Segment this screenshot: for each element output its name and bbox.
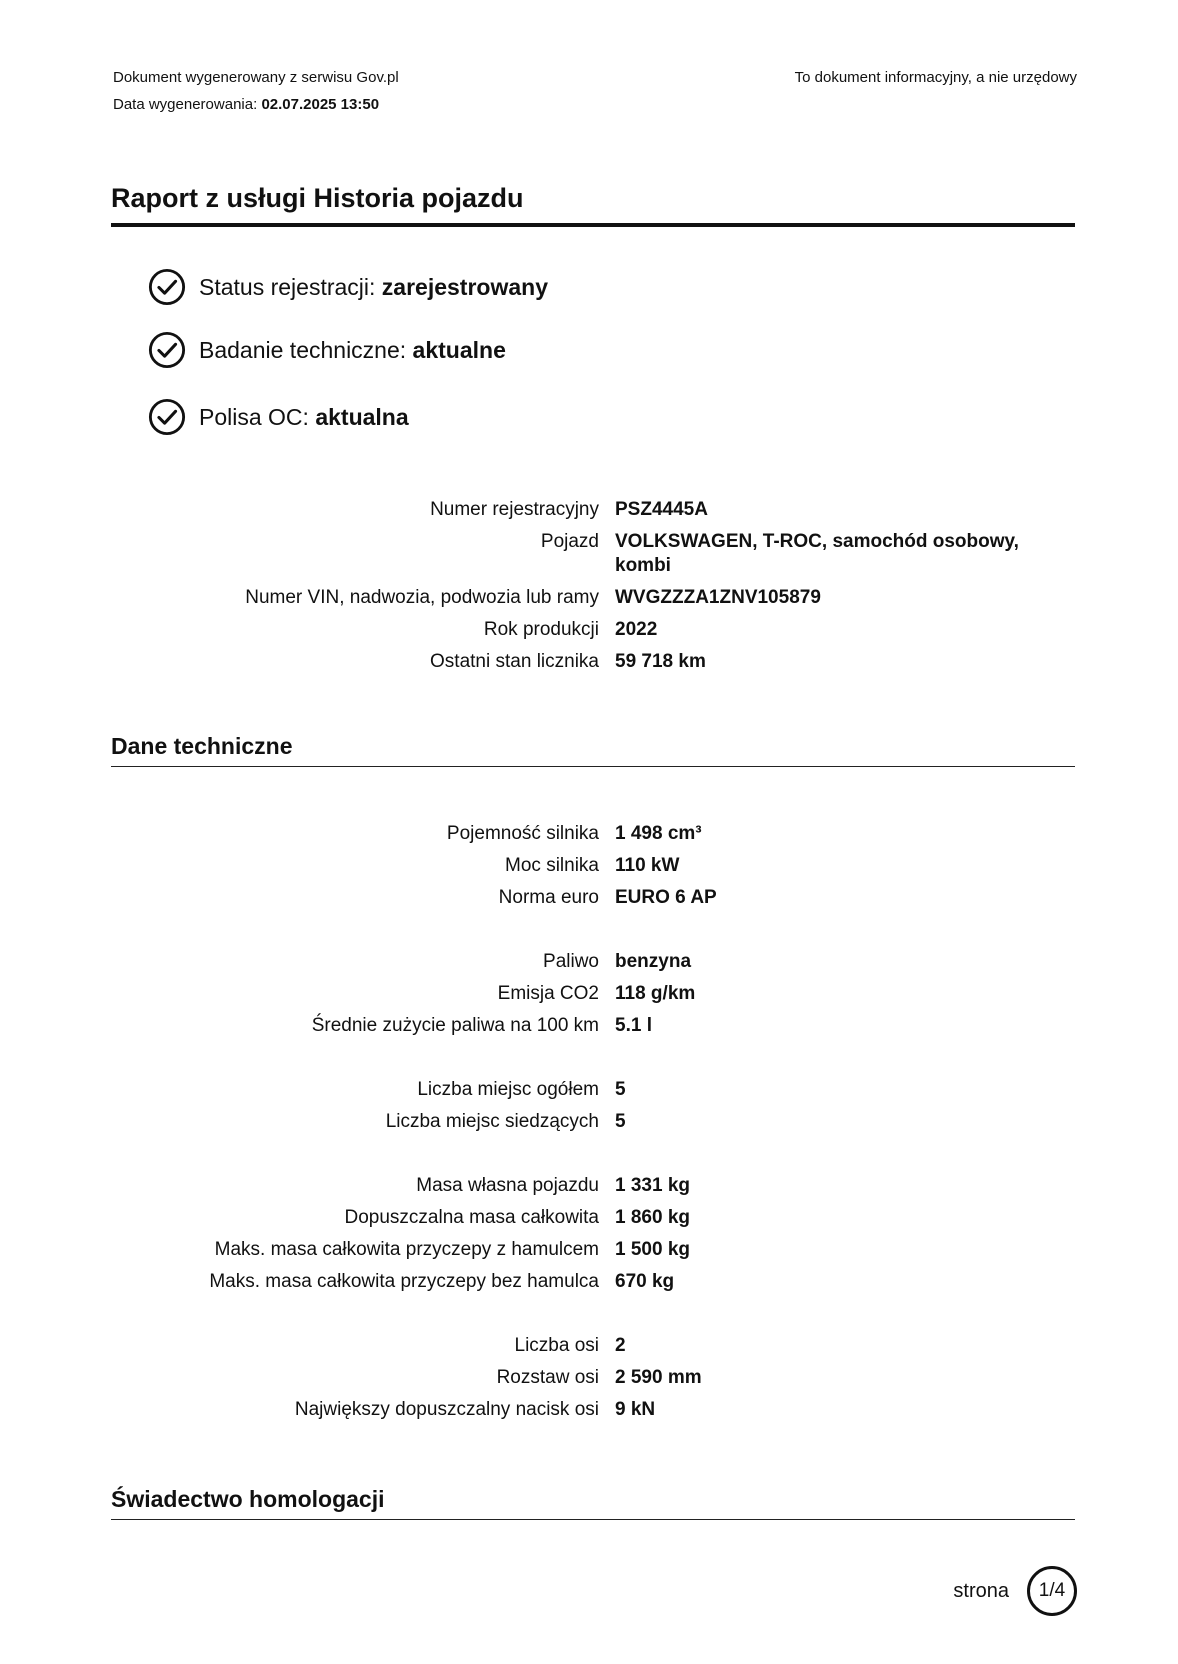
source-text: Dokument wygenerowany z serwisu Gov.pl	[113, 69, 399, 86]
tech-row	[0, 1334, 1178, 1366]
tech-value: 5	[615, 1111, 626, 1132]
generated-date	[113, 91, 399, 118]
info-value: VOLKSWAGEN, T-ROC, samochód osobowy, kombi	[615, 531, 1019, 576]
tech-label: Masa własna pojazdu	[416, 1175, 599, 1196]
tech-row	[0, 1078, 1178, 1110]
info-value: WVGZZZA1ZNV105879	[615, 587, 821, 608]
section-divider	[111, 766, 1075, 767]
status-registration	[148, 266, 548, 308]
status-inspection	[148, 329, 506, 371]
status-value: aktualna	[315, 403, 409, 430]
tech-label: Największy dopuszczalny nacisk osi	[294, 1399, 599, 1420]
tech-row	[0, 1270, 1178, 1302]
status-label: Badanie techniczne:	[199, 336, 407, 363]
tech-value: 2 590 mm	[615, 1367, 702, 1388]
title-divider	[111, 223, 1075, 227]
info-label: Numer rejestracyjny	[430, 499, 599, 520]
tech-row	[0, 1238, 1178, 1270]
tech-row	[0, 1366, 1178, 1398]
section-title-technical: Dane techniczne	[111, 733, 293, 759]
info-row	[0, 650, 1178, 682]
status-registration-text	[199, 274, 548, 301]
tech-value: 118 g/km	[615, 983, 696, 1004]
tech-value: 1 500 kg	[615, 1239, 690, 1260]
tech-row	[0, 950, 1178, 982]
info-value: PSZ4445A	[615, 499, 708, 520]
page-number-badge: 1/4	[1027, 1566, 1077, 1616]
tech-label: Liczba miejsc ogółem	[417, 1079, 599, 1100]
tech-value: 2	[615, 1335, 626, 1356]
generated-date-value: 02.07.2025 13:50	[261, 96, 380, 113]
tech-row	[0, 982, 1178, 1014]
tech-value: 5.1 l	[615, 1015, 652, 1036]
info-row	[0, 586, 1178, 618]
vehicle-summary	[0, 498, 1178, 682]
tech-label: Moc silnika	[505, 855, 599, 876]
status-value: aktualne	[412, 336, 506, 363]
tech-label: Maks. masa całkowita przyczepy z hamulcem	[214, 1239, 599, 1260]
tech-label: Liczba osi	[514, 1335, 599, 1356]
status-label: Status rejestracji:	[199, 273, 376, 300]
info-label: Ostatni stan licznika	[430, 651, 599, 672]
tech-row	[0, 854, 1178, 886]
tech-label: Dopuszczalna masa całkowita	[344, 1207, 599, 1228]
tech-label: Pojemność silnika	[446, 823, 599, 844]
tech-label: Norma euro	[498, 887, 599, 908]
status-value: zarejestrowany	[381, 273, 548, 300]
status-insurance	[148, 396, 409, 438]
section-title-homologation: Świadectwo homologacji	[111, 1486, 385, 1512]
info-row	[0, 618, 1178, 650]
check-circle-icon	[148, 398, 186, 436]
technical-group-seats	[0, 1078, 1178, 1142]
info-label: Pojazd	[540, 531, 599, 552]
tech-row	[0, 822, 1178, 854]
check-circle-icon	[148, 268, 186, 306]
info-value: 2022	[615, 619, 658, 640]
tech-row	[0, 1206, 1178, 1238]
info-label: Numer VIN, nadwozia, podwozia lub ramy	[245, 587, 599, 608]
tech-value: 1 331 kg	[615, 1175, 690, 1196]
info-value: 59 718 km	[615, 651, 706, 672]
tech-value: 9 kN	[615, 1399, 656, 1420]
disclaimer-text: To dokument informacyjny, a nie urzędowy	[794, 69, 1077, 86]
tech-label: Emisja CO2	[497, 983, 599, 1004]
tech-row	[0, 1174, 1178, 1206]
page-title: Raport z usługi Historia pojazdu	[111, 183, 524, 213]
check-circle-icon	[148, 331, 186, 369]
technical-group-fuel	[0, 950, 1178, 1046]
status-insurance-text	[199, 404, 409, 431]
info-label: Rok produkcji	[483, 619, 599, 640]
tech-value: 110 kW	[615, 855, 680, 876]
tech-value: 1 498 cm³	[615, 823, 702, 844]
generated-date-label: Data wygenerowania:	[113, 96, 258, 113]
tech-label: Paliwo	[543, 951, 599, 972]
technical-group-axles	[0, 1334, 1178, 1430]
status-inspection-text	[199, 337, 506, 364]
page-footer	[953, 1566, 1077, 1616]
info-row	[0, 530, 1178, 586]
tech-value: 5	[615, 1079, 626, 1100]
tech-value: EURO 6 AP	[615, 887, 717, 908]
tech-label: Liczba miejsc siedzących	[385, 1111, 599, 1132]
technical-group-mass	[0, 1174, 1178, 1302]
tech-row	[0, 1014, 1178, 1046]
tech-row	[0, 1110, 1178, 1142]
info-row	[0, 498, 1178, 530]
tech-label: Maks. masa całkowita przyczepy bez hamulca	[209, 1271, 599, 1292]
section-divider	[111, 1519, 1075, 1520]
status-label: Polisa OC:	[199, 403, 309, 430]
tech-row	[0, 1398, 1178, 1430]
document-header	[113, 64, 399, 118]
page-label: strona	[953, 1579, 1009, 1602]
tech-label: Średnie zużycie paliwa na 100 km	[311, 1015, 599, 1036]
tech-value: 1 860 kg	[615, 1207, 690, 1228]
tech-row	[0, 886, 1178, 918]
tech-value: 670 kg	[615, 1271, 675, 1292]
tech-value: benzyna	[615, 951, 692, 972]
tech-label: Rozstaw osi	[496, 1367, 599, 1388]
technical-group-engine	[0, 822, 1178, 918]
